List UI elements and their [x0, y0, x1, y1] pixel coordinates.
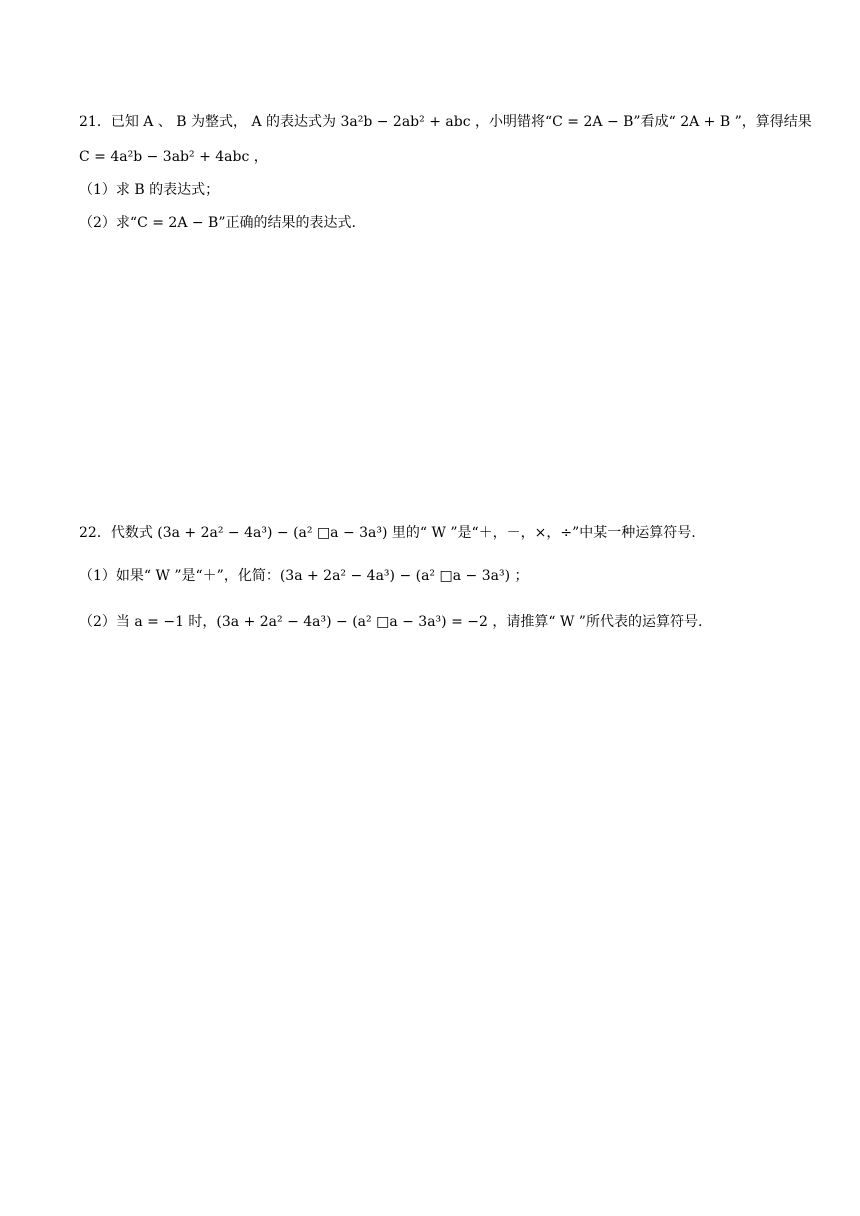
q22-stem: 22．代数式 (3a + 2a² − 4a³) − (a² □a − 3a³) 里的“ W ”是“＋，－，×，÷”中某一种运算符号. — [79, 525, 696, 541]
q21-part1: （1）求 B 的表达式； — [79, 182, 220, 198]
q21-stem-line2: C = 4a²b − 3ab² + 4abc ， — [79, 149, 268, 165]
q22-part2: （2）当 a = −1 时，(3a + 2a² − 4a³) − (a² □a − 3a³) = −2 ，请推算“ W ”所代表的运算符号. — [79, 614, 703, 630]
q21-part2: （2）求“C = 2A − B”正确的结果的表达式. — [79, 215, 356, 231]
q21-stem-line1: 21．已知 A 、 B 为整式， A 的表达式为 3a²b − 2ab² + abc ，小明错将“C = 2A − B”看成“ 2A + B ”，算得结果 — [79, 114, 812, 130]
q22-part1: （1）如果“ W ”是“＋”，化简：(3a + 2a² − 4a³) − (a² □a − 3a³) ； — [79, 568, 529, 584]
